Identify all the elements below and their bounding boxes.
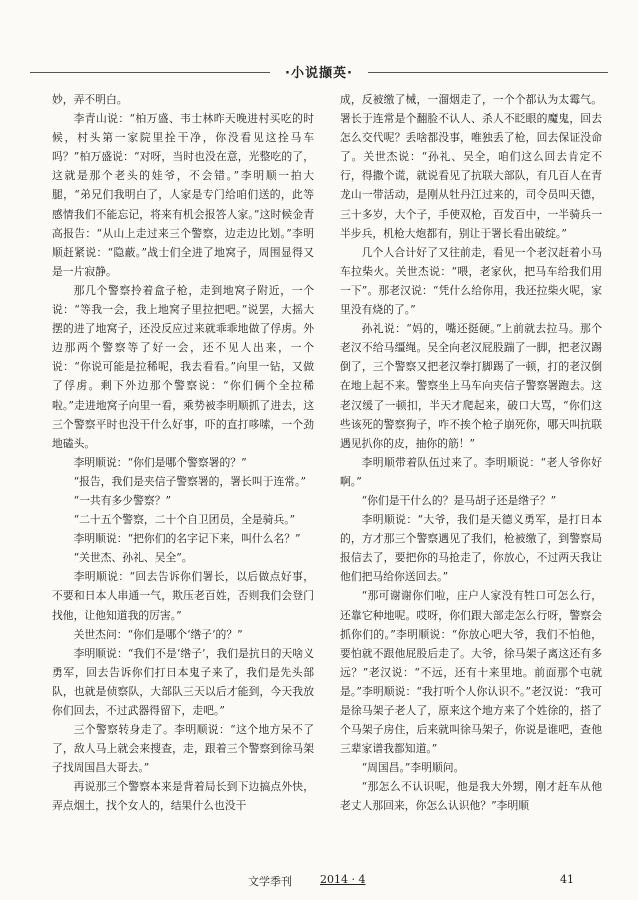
- paragraph: 李明顺说：“你们是哪个警察署的？”: [73, 455, 247, 469]
- header-rule-right: [368, 72, 608, 73]
- paragraph: 关世杰问：“你们是哪个‘绺子’的？”: [73, 627, 243, 641]
- paragraph: “你们是干什么的？是马胡子还是绺子？”: [361, 493, 557, 507]
- paragraph: “关世杰、孙礼、吴全”。: [73, 551, 193, 565]
- page-header: [0, 62, 638, 84]
- paragraph: 李明顺说：“我们不是‘绺子’，我们是抗日的天啥义勇军，回去告诉你们打日本鬼子来了，我们是先头部队，也就是侦察队，大部队三天以后才能到，今天我放你们回去，不过武器得留下，走吧。”: [52, 646, 314, 717]
- paragraph: 妙，弄不明白。: [52, 93, 128, 106]
- paragraph: “那怎么不认识呢，他是我大外甥，刚才赶车从他老丈人那回来，你怎么认识他？”李明顺: [340, 780, 602, 813]
- header-rule-left: [30, 72, 270, 73]
- paragraph: 李明顺带着队伍过来了。李明顺说：“老人爷你好啊。”: [340, 455, 602, 488]
- paragraph: 三个警察转身走了。李明顺说：“这个地方呆不了了，敌人马上就会来搜查，走，跟着三个警察到徐马架子找周国昌大哥去。”: [52, 723, 314, 775]
- paragraph: “二十五个警察，二十个自卫团员，全是骑兵。”: [73, 513, 296, 527]
- paragraph: 李明顺说：“回去告诉你们署长，以后做点好事，不要和日本人串通一气，欺压老百姓，否则我们会登门找他，让他知道我的厉害。”: [52, 570, 314, 622]
- paragraph: “周国昌。”李明顺问。: [361, 761, 465, 775]
- page-number: 41: [560, 873, 574, 886]
- journal-name: 文学季刊: [248, 875, 292, 888]
- paragraph: 再说那三个警察本来是背着局长到下边搞点外快，弄点烟土，找个女人的，结果什么也没干: [52, 780, 314, 813]
- paragraph: “一共有多少警察？”: [73, 493, 172, 507]
- issue-number: 2014 · 4: [320, 873, 366, 886]
- paragraph: 李明顺说：“把你们的名字记下来，叫什么名？”: [73, 532, 301, 546]
- section-title: ·小说撷英·: [285, 66, 353, 81]
- paragraph: 李明顺说：“大爷，我们是天德义勇军，是打日本的，方才那三个警察遇见了我们，枪被缴了，到警察局报信去了，要把你的马抢走了，你放心，不过两天我让他们把马给你送回去。”: [340, 513, 602, 584]
- paragraph: 那几个警察拎着盒子枪，走到地窝子附近，一个说：“等我一会，我上地窝子里拉把吧。”说罢，大摇大摆的进了地窝子，还没反应过来就乖乖地做了俘虏。外边那两个警察等了好一会，还不见人出来，一个说：“你说可能是拉稀呢，我去看看。”向里一钻，又做了俘虏。剩下外边那个警察说：“你们俩个全拉稀啦。”走进地窝子向里一看，乘势被李明顺抓了进去，这三个警察平时也没干什么好事，吓的直打哆嗦，一个劲地磕头。: [52, 283, 314, 450]
- paragraph: 成，反被缴了械，一溜烟走了，一个个都认为太霉气。署长于连常是个翻脸不认人、杀人不眨眼的魔鬼，回去怎么交代呢？丢啥都没事，唯独丢了枪，回去保证没命了。关世杰说：“孙礼、吴全，咱们这么回去肯定不行，得撒个谎，就说看见了抗联大部队，有几百人在青龙山一带活动，是刚从牡丹江过来的，司令员叫天德，三十多岁，大个子，手使双枪，百发百中，一半骑兵一半步兵，机枪大炮都有，别让于署长看出破绽。”: [340, 93, 602, 240]
- paragraph: “报告，我们是夹信子警察署的，署长叫于连常。”: [73, 474, 306, 488]
- left-text-column: [52, 90, 314, 862]
- paragraph: 李青山说：“柏万盛、韦士林昨天晚进村买吃的时候，村头第一家院里拴干净，你没看见这拴马车吗？”柏万盛说：“对呀，当时也没在意，光整吃的了，这就是那个老头的娃爷，不会错。”李明顺一拍大腿，“弟兄们我明白了，人家是专门给咱们送的，此等感情我们不能忘记，将来有机会报答人家。”这时候金青高报告：“从山上走过来三个警察，边走边比划。”李明顺赶紧说：“隐蔽。”战士们全进了地窝子，周围显得又是一片寂静。: [52, 112, 314, 278]
- paragraph: 几个人合计好了又往前走，看见一个老汉赶着小马车拉柴火。关世杰说：“喂，老家伙，把马车给我们用一下”。那老汉说：“凭什么给你用，我还拉柴火呢，家里没有烧的了。”: [340, 245, 602, 317]
- right-text-column: [340, 90, 602, 862]
- page-footer: [0, 873, 638, 889]
- paragraph: 孙礼说：“妈的，嘴还挺硬。”上前就去拉马。那个老汉不给马缰绳。吴全向老汉屁股踹了一脚，把老汉踢倒了，三个警察又把老汉拳打脚踢了一顿，打的老汉倒在地上起不来。警察坐上马车向夹信子警察署跑去。这老汉缓了一顿扣，半天才爬起来，破口大骂，“你们这些该死的警察狗子，咋不挨个枪子崩死你，哪天叫抗联遇见扒你的皮，抽你的筋！”: [340, 322, 602, 450]
- paragraph: “那可谢谢你们啦，庄户人家没有牲口可怎么行，还靠它种地呢。哎呀，你们跟大部走怎么行呀，警察会抓你们的。”李明顺说：“你放心吧大爷，我们不怕他，要怕就不跟他屁股后走了。大爷，徐马架子离这还有多远？”老汉说：“不远，还有十来里地。前面那个屯就是。”李明顺说：“我打听个人你认识不。”老汉说：“我可是徐马架子老人了，原来这个地方来了个姓徐的，搭了个马架子房住，后来就叫徐马架子，你说是谁吧，查他三辈家谱我都知道。”: [340, 589, 602, 756]
